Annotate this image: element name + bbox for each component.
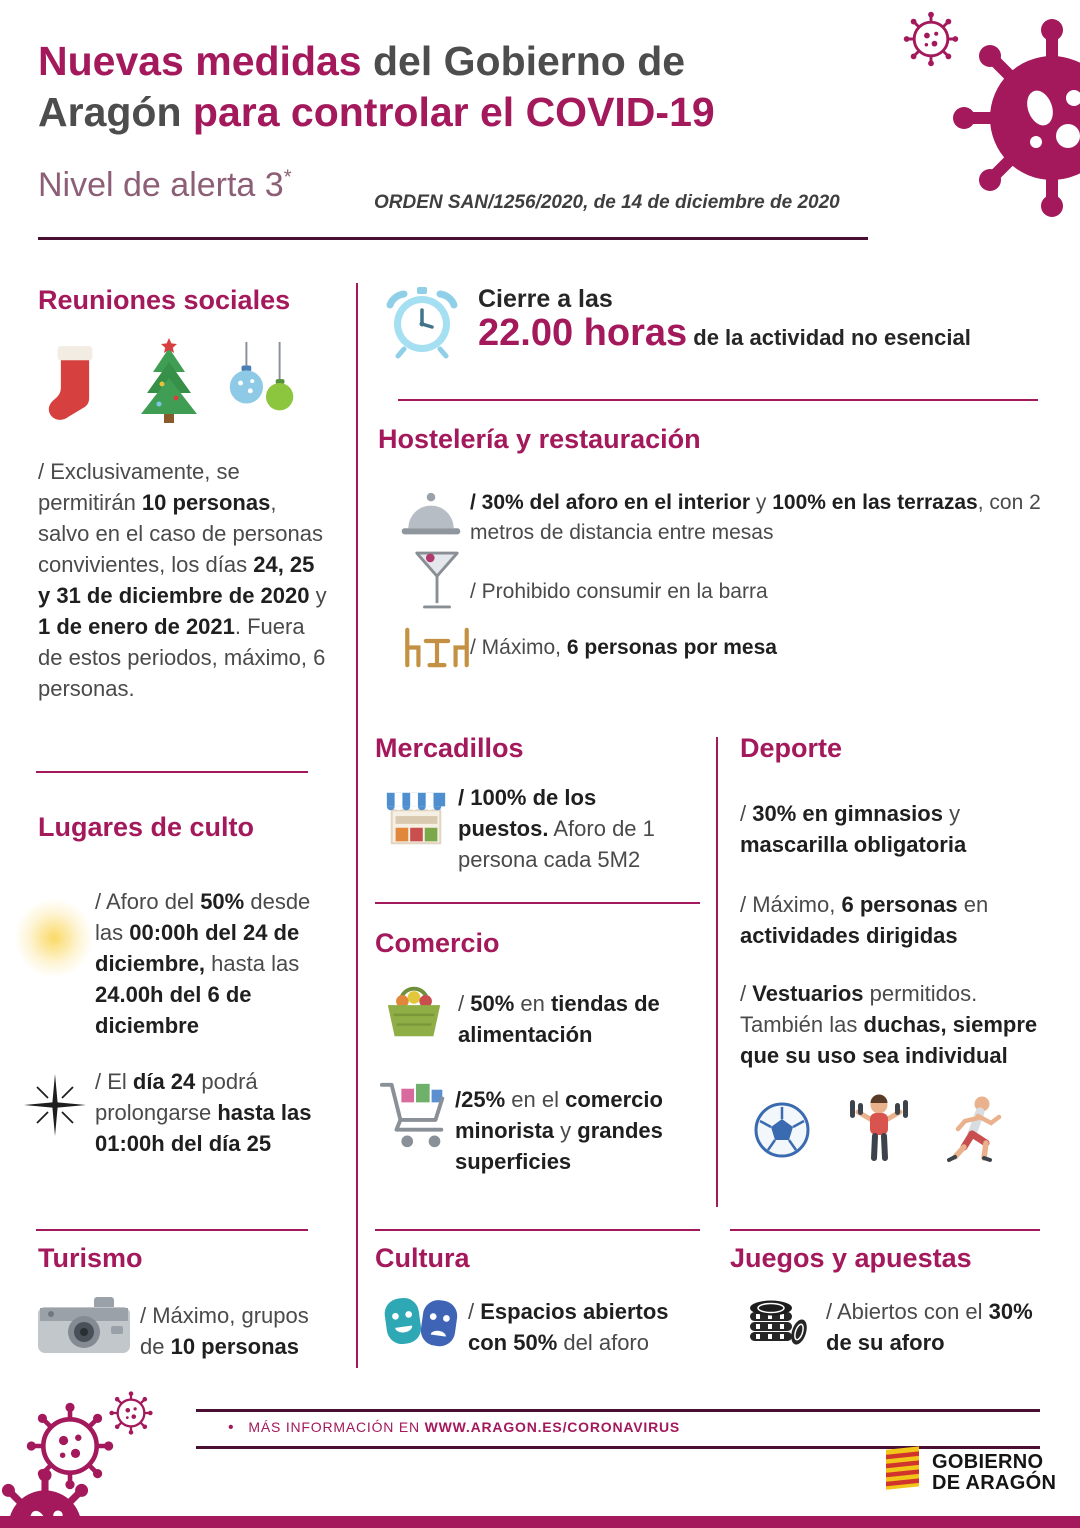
christmas-stocking-icon <box>42 344 108 420</box>
header-divider <box>38 237 868 240</box>
aragon-flag-icon <box>884 1444 924 1494</box>
coronavirus-info-link[interactable]: MÁS INFORMACIÓN EN WWW.ARAGON.ES/CORONAVIRUS <box>248 1419 681 1435</box>
closure-intro: Cierre a las <box>478 285 613 313</box>
comercio-item-2: /25% en el comercio minorista y grandes superficies <box>455 1087 663 1174</box>
grocery-basket-icon <box>382 980 446 1042</box>
table-chairs-icon <box>398 624 476 671</box>
logo-text-line2: DE ARAGÓN <box>932 1472 1057 1494</box>
culto-item-2: / El día 24 podrá prolongarse hasta las 01:00h del día 25 <box>95 1069 312 1156</box>
bottom-bar <box>0 1516 1080 1528</box>
juegos-body: / Abiertos con el 30% de su aforo <box>826 1299 1033 1355</box>
deporte-item-3: / Vestuarios permitidos. También las duchas, siempre que su uso sea individual <box>740 981 1038 1068</box>
deporte-item-2: / Máximo, 6 personas en actividades dirigidas <box>740 892 989 948</box>
deporte-item-1: / 30% en gimnasios y mascarilla obligatoria <box>740 801 967 857</box>
hosteleria-item-1: / 30% del aforo en el interior y 100% en las terrazas, con 2 metros de distancia entre mesas <box>470 491 1041 544</box>
serving-cloche-icon <box>398 490 464 540</box>
cocktail-icon <box>412 548 462 614</box>
footer-bullet: • <box>228 1419 235 1436</box>
ornaments-icon <box>220 342 306 426</box>
section-title: Turismo <box>38 1243 143 1273</box>
mercadillos-body: / 100% de los puestos. Aforo de 1 persona cada 5M2 <box>458 785 655 872</box>
section-title: Cultura <box>375 1243 470 1273</box>
alarm-clock-icon <box>382 281 462 361</box>
closure-divider <box>398 399 1038 401</box>
section-title: Mercadillos <box>375 733 524 763</box>
poker-chips-icon <box>742 1288 808 1354</box>
alert-level-text: Nivel de alerta 3 <box>38 166 284 204</box>
footer-line-top <box>196 1409 1040 1412</box>
reuniones-body: / Exclusivamente, se permitirán 10 personas, salvo en el caso de personas convivientes, los días 24, 25 y 31 de diciembre de 2020 y 1 de enero de 2021. Fuera de estos periodos, máximo, 6 personas. <box>38 459 327 701</box>
closure-line <box>478 312 971 355</box>
hosteleria-item-3: / Máximo, 6 personas por mesa <box>470 636 777 659</box>
comercio-item-1: / 50% en tiendas de alimentación <box>458 991 660 1047</box>
virus-icon <box>952 18 1080 218</box>
closure-time: 22.00 horas <box>478 312 688 354</box>
section-title: Hostelería y restauración <box>378 424 701 454</box>
soccer-ball-icon <box>752 1100 812 1160</box>
hosteleria-item-2: / Prohibido consumir en la barra <box>470 580 768 603</box>
closure-scope: de la actividad no esencial <box>687 325 971 350</box>
logo-text <box>932 1452 1056 1494</box>
inner-vertical-divider <box>716 737 718 1207</box>
section-title: Juegos y apuestas <box>730 1243 972 1273</box>
section-title: Reuniones sociales <box>38 285 291 315</box>
left-divider-2 <box>36 1229 308 1231</box>
cultura-body: / Espacios abiertos con 50% del aforo <box>468 1299 669 1355</box>
market-stall-icon <box>382 786 450 852</box>
christmas-tree-icon <box>128 338 210 424</box>
section-title: Lugares de culto <box>38 812 255 842</box>
page-title-line2: Aragón para controlar el COVID-19 <box>38 89 715 135</box>
theater-masks-icon <box>380 1290 460 1352</box>
alert-asterisk: * <box>283 166 292 189</box>
star-icon <box>22 1072 88 1138</box>
logo-text-line1: GOBIERNO <box>932 1451 1044 1473</box>
page-title <box>38 36 715 138</box>
candle-glow-icon <box>14 898 94 978</box>
main-vertical-divider <box>356 283 358 1368</box>
right-divider <box>730 1229 1040 1231</box>
shopping-cart-icon <box>378 1076 454 1156</box>
culto-item-1: / Aforo del 50% desde las 00:00h del 24 de diciembre, hasta las 24.00h del 6 de diciembre <box>95 889 311 1038</box>
footer-info <box>228 1419 680 1437</box>
runner-icon <box>944 1094 1002 1170</box>
order-reference: ORDEN SAN/1256/2020, de 14 de diciembre de 2020 <box>374 192 840 213</box>
section-title: Comercio <box>375 928 500 958</box>
camera-icon <box>36 1292 132 1356</box>
header <box>38 36 715 138</box>
turismo-body: / Máximo, grupos de 10 personas <box>140 1303 309 1359</box>
alert-level <box>38 166 291 205</box>
mid-divider-2 <box>375 1229 700 1231</box>
weightlifter-icon <box>846 1092 912 1168</box>
left-divider-1 <box>36 771 308 773</box>
page-title-line1: Nuevas medidas del Gobierno de <box>38 38 686 84</box>
section-title: Deporte <box>740 733 843 763</box>
mid-divider-1 <box>375 902 700 904</box>
